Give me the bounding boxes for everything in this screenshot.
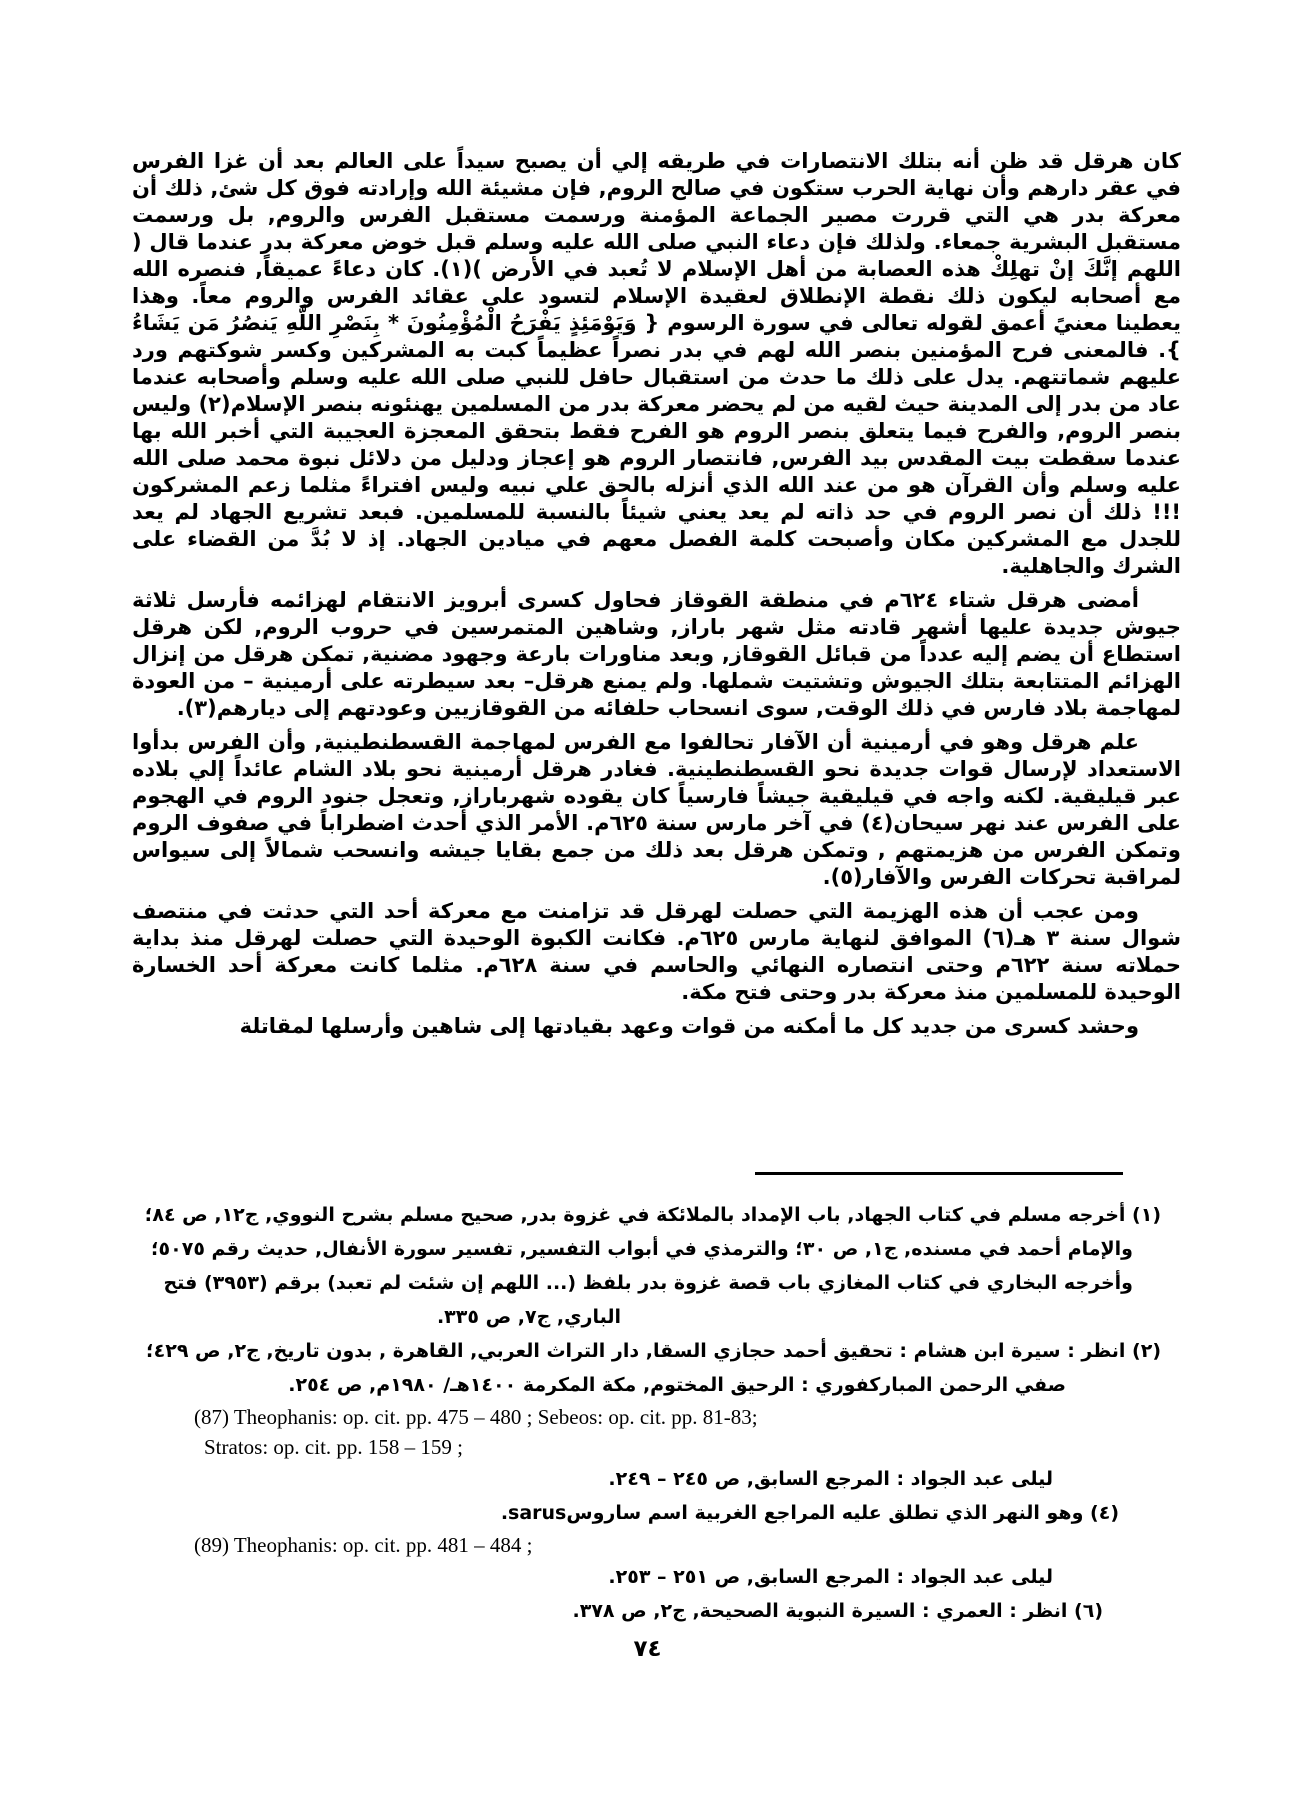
paragraph-3: علم هرقل وهو في أرمينية أن الآفار تحالفوا مع الفرس لمهاجمة القسطنطينية, وأن الفرس بدأوا الاستعداد لإرسال قوات جديدة نحو القسطنطينية. فغادر هرقل أرمينية نحو بلاد الشام عائداً إلي بلاده عبر قيليقية. لكنه واجه في قيليقية جيشاً فارسياً كان يقوده شهرباراز, وتعجل جنود الروم في الهجوم على الفرس عند نهر سيحان(٤) في آخر مارس سنة ٦٢٥م. الأمر الذي أحدث اضطراباً في صفوف الروم وتمكن الفرس من هزيمتهم , وتمكن هرقل بعد ذلك من جمع بقايا جيشه وانسحب شمالاً إلى سيواس لمراقبة تحركات الفرس والآفار(٥). [132, 730, 1181, 889]
main-text-block [132, 148, 1181, 1047]
footnote-5-arabic-ref: ليلى عبد الجواد : المرجع السابق, ص ٢٥١ – ٢٥٣. [608, 1566, 1053, 1588]
footnote-4-line: (٤) وهو النهر الذي تطلق عليه المراجع الغربية اسم ساروسsarus. [500, 1502, 1119, 1524]
footnote-2-line-1: (٢) انظر : سيرة ابن هشام : تحقيق أحمد حجازي السقا, دار التراث العربي, القاهرة , بدون تاريخ, ج٢, ص ٤٢٩؛ [146, 1340, 1161, 1362]
paragraph-5: وحشد كسرى من جديد كل ما أمكنه من قوات وعهد بقيادتها إلى شاهين وأرسلها لمقاتلة [239, 1014, 1139, 1038]
footnote-2-line-2: صفي الرحمن المباركفوري : الرحيق المختوم, مكة المكرمة ١٤٠٠هـ/ ١٩٨٠م, ص ٢٥٤. [288, 1374, 1066, 1396]
footnote-3-latin-line-1: (87) Theophanis: op. cit. pp. 475 – 480 ; Sebeos: op. cit. pp. 81-83; [194, 1405, 758, 1429]
footnote-3-arabic-ref: ليلى عبد الجواد : المرجع السابق, ص ٢٤٥ – ٢٤٩. [608, 1468, 1053, 1490]
footnote-separator-rule [755, 1172, 1123, 1175]
footnote-1-line-4: الباري, ج٧, ص ٣٣٥. [436, 1306, 621, 1328]
paragraph-2: أمضى هرقل شتاء ٦٢٤م في منطقة القوقاز فحاول كسرى أبرويز الانتقام لهزائمه فأرسل ثلاثة جيوش جديدة عليها أشهر قادته مثل شهر باراز, وشاهين المتمرسين في حروب الروم, لكن هرقل استطاع أن يضم إليه عدداً من قبائل القوقاز, وبعد مناورات بارعة وجهود مضنية, تمكن هرقل من إنزال الهزائم المتتابعة بتلك الجيوش وتشتيت شملها. ولم يمنع هرقل– بعد سيطرته على أرمينية – من العودة لمهاجمة بلاد فارس في ذلك الوقت, سوى انسحاب حلفائه من القوقازيين وعودتهم إلى ديارهم(٣). [132, 588, 1181, 720]
paragraph-4: ومن عجب أن هذه الهزيمة التي حصلت لهرقل قد تزامنت مع معركة أحد التي حدثت في منتصف شوال سنة ٣ هـ(٦) الموافق لنهاية مارس ٦٢٥م. فكانت الكبوة الوحيدة التي حصلت لهرقل منذ بداية حملاته سنة ٦٢٢م وحتى انتصاره النهائي والحاسم في سنة ٦٢٨م. مثلما كانت معركة أحد الخسارة الوحيدة للمسلمين منذ معركة بدر وحتى فتح مكة. [132, 899, 1181, 1004]
footnotes-block [132, 1198, 1161, 1628]
footnote-5-latin-line: (89) Theophanis: op. cit. pp. 481 – 484 ; [194, 1533, 533, 1557]
footnote-3-latin-line-2: Stratos: op. cit. pp. 158 – 159 ; [204, 1435, 463, 1459]
paragraph-1: كان هرقل قد ظن أنه بتلك الانتصارات في طريقه إلي أن يصبح سيداً على العالم بعد أن غزا الفرس في عقر دارهم وأن نهاية الحرب ستكون في صالح الروم, فإن مشيئة الله وإرادته فوق كل شئ, ذلك أن معركة بدر هي التي قررت مصير الجماعة المؤمنة ورسمت مستقبل الفرس والروم, بل ورسمت مستقبل البشرية جمعاء. ولذلك فإن دعاء النبي صلى الله عليه وسلم قبل خوض معركة بدر عندما قال ( اللهم إنَّكَ إنْ تهلِكْ هذه العصابة من أهل الإسلام لا تُعبد في الأرض )(١). كان دعاءً عميقاً, فنصره الله مع أصحابه ليكون ذلك نقطة الإنطلاق لعقيدة الإسلام لتسود على عقائد الفرس والروم معاً. وهذا يعطينا معنيً أعمق لقوله تعالى في سورة الرسوم { وَيَوْمَئِذٍ يَفْرَحُ الْمُؤْمِنُونَ * بِنَصْرِ اللَّهِ يَنصُرُ مَن يَشَاءُ }. فالمعنى فرح المؤمنين بنصر الله لهم في بدر نصراً عظيماً كبت به المشركين وكسر شوكتهم ورد عليهم شماتتهم. يدل على ذلك ما حدث من استقبال حافل للنبي صلى الله عليه وسلم وأصحابه عندما عاد من بدر إلى المدينة حيث لقيه من لم يحضر معركة بدر من المسلمين يهنئونه بنصر الإسلام(٢) وليس بنصر الروم, والفرح فيما يتعلق بنصر الروم هو الفرح فقط بتحقق المعجزة العجيبة التي أخبر الله بها عندما سقطت بيت المقدس بيد الفرس, فانتصار الروم هو إعجاز ودليل من دلائل نبوة محمد صلى الله عليه وسلم وأن القرآن هو من عند الله الذي أنزله بالحق علي نبيه وليس افتراءً مثلما زعم المشركون !!! ذلك أن نصر الروم في حد ذاته لم يعد يعني شيئاً بالنسبة للمسلمين. فبعد تشريع الجهاد لم يعد للجدل مع المشركين مكان وأصبحت كلمة الفصل معهم في ميادين الجهاد. إذ لا بُدَّ من القضاء على الشرك والجاهلية. [132, 149, 1181, 578]
page-number: ٧٤ [633, 1636, 662, 1662]
footnote-1-line-3: وأخرجه البخاري في كتاب المغازي باب قصة غزوة بدر بلفظ (... اللهم إن شئت لم تعبد) برقم (٣٩٥٣) فتح [163, 1272, 1133, 1294]
footnote-1-line-2: والإمام أحمد في مسنده, ج١, ص ٣٠؛ والترمذي في أبواب التفسير, تفسير سورة الأنفال, حديث رقم ٥٠٧٥؛ [150, 1238, 1133, 1260]
footnote-1-line-1: (١) أخرجه مسلم في كتاب الجهاد, باب الإمداد بالملائكة في غزوة بدر, صحيح مسلم بشرح النووي, ج١٢, ص ٨٤؛ [144, 1204, 1161, 1226]
footnote-6-line: (٦) انظر : العمري : السيرة النبوية الصحيحة, ج٢, ص ٣٧٨. [572, 1600, 1103, 1622]
